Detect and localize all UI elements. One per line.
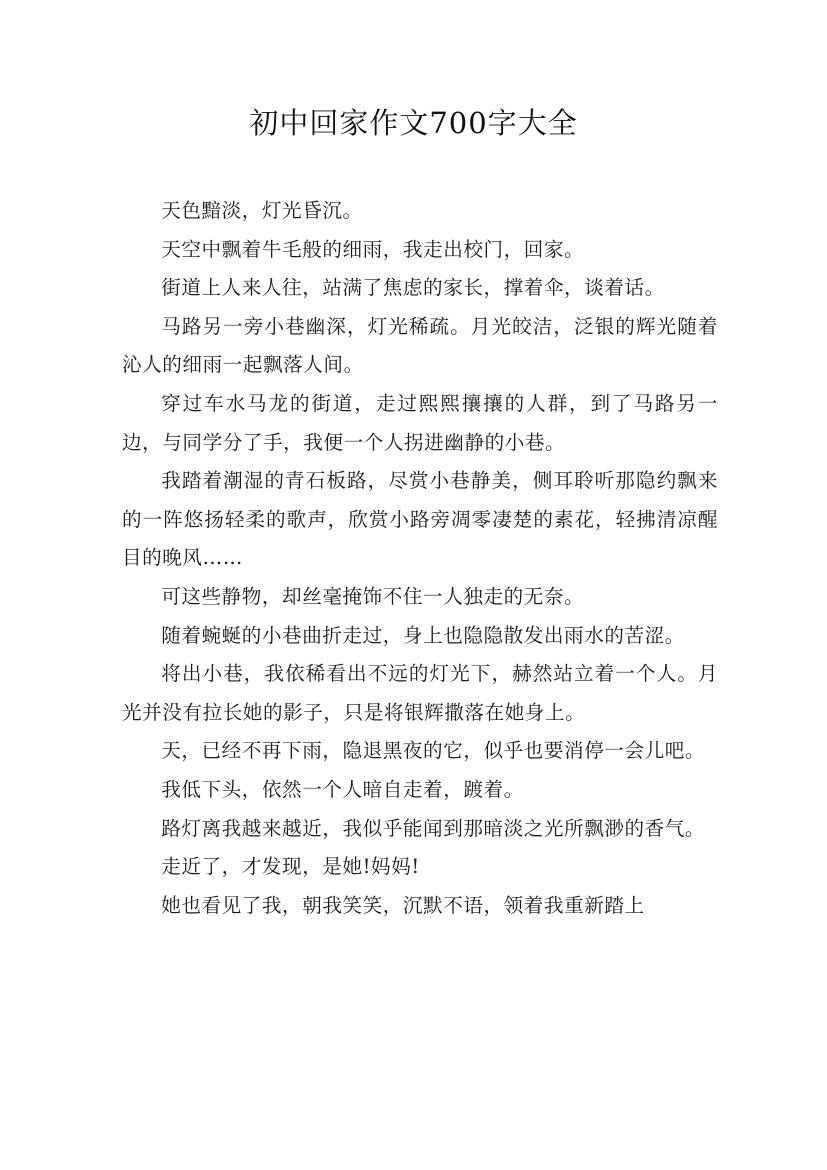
- paragraph: 她也看见了我，朝我笑笑，沉默不语，领着我重新踏上: [161, 893, 645, 917]
- paragraph: 走近了，才发现，是她!妈妈!: [161, 855, 420, 879]
- paragraph: 可这些静物，却丝毫掩饰不住一人独走的无奈。: [161, 584, 585, 608]
- document-title: 初中回家作文700字大全: [249, 106, 578, 140]
- paragraph: 马路另一旁小巷幽深，灯光稀疏。月光皎洁，泛银的辉光随着沁人的细雨一起飘落人间。: [122, 314, 718, 377]
- paragraph: 天，已经不再下雨，隐退黑夜的它，似乎也要消停一会儿吧。: [161, 739, 706, 763]
- paragraph: 穿过车水马龙的街道，走过熙熙攘攘的人群，到了马路另一边，与同学分了手，我便一个人拐进幽静的小巷。: [122, 391, 718, 454]
- paragraph: 随着蜿蜒的小巷曲折走过，身上也隐隐散发出雨水的苦涩。: [161, 623, 685, 647]
- paragraph: 天空中飘着牛毛般的细雨，我走出校门，回家。: [161, 237, 585, 261]
- paragraph: 天色黯淡，灯光昏沉。: [161, 199, 363, 222]
- document-body: [122, 192, 718, 925]
- paragraph: 街道上人来人往，站满了焦虑的家长，撑着伞，谈着话。: [161, 276, 665, 300]
- paragraph: 路灯离我越来越近，我似乎能闻到那暗淡之光所飘渺的香气。: [161, 816, 706, 840]
- paragraph: 我踏着潮湿的青石板路，尽赏小巷静美，侧耳聆听那隐约飘来的一阵悠扬轻柔的歌声，欣赏小路旁凋零凄楚的素花，轻拂清凉醒目的晚风……: [122, 469, 718, 570]
- paragraph: 我低下头，依然一个人暗自走着，踱着。: [161, 777, 524, 801]
- paragraph: 将出小巷，我依稀看出不远的灯光下，赫然站立着一个人。月光并没有拉长她的影子，只是将银辉撒落在她身上。: [122, 662, 718, 724]
